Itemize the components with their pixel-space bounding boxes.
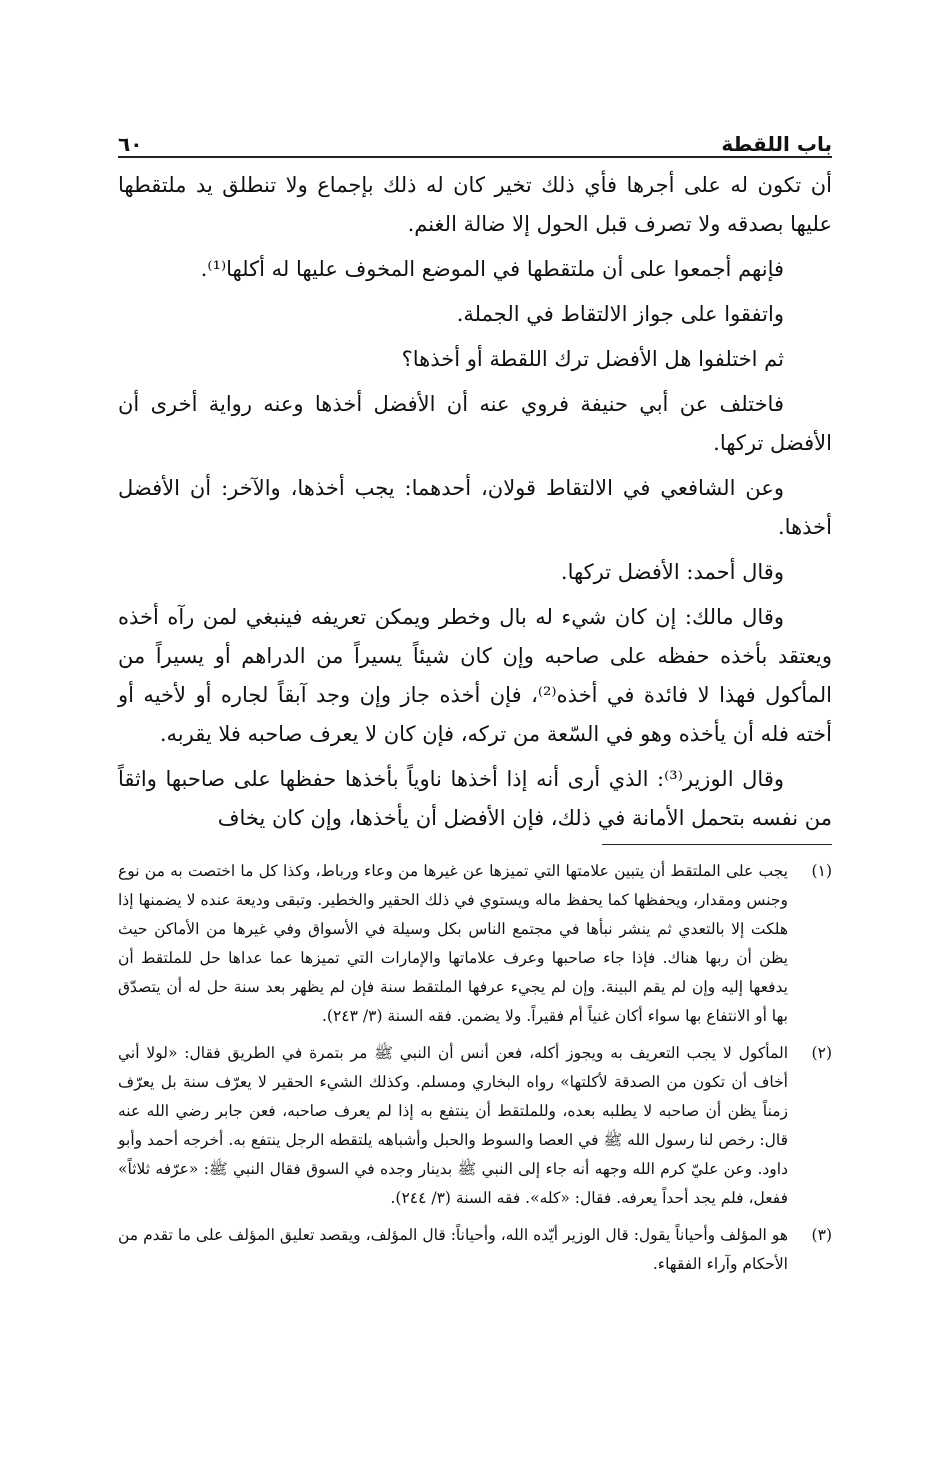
page-number: ٦٠ bbox=[118, 132, 143, 156]
page-header bbox=[118, 120, 832, 158]
paragraph: فاختلف عن أبي حنيفة فروي عنه أن الأفضل أخذها وعنه رواية أخرى أن الأفضل تركها. bbox=[118, 392, 832, 455]
footnote-number: (٢) bbox=[811, 1044, 832, 1062]
footnote-divider bbox=[602, 844, 832, 845]
footnote-text: هو المؤلف وأحياناً يقول: قال الوزير أيّده الله، وأحياناً: قال المؤلف، ويقصد تعليق المؤلف على ما تقدم من الأحكام وآراء الفقهاء. bbox=[118, 1226, 788, 1273]
footnote bbox=[118, 857, 832, 1031]
paragraph: وعن الشافعي في الالتقاط قولان، أحدهما: يجب أخذها، والآخر: أن الأفضل أخذها. bbox=[118, 476, 832, 539]
footnotes bbox=[118, 857, 832, 1279]
paragraph: أن تكون له على أجرها فأي ذلك تخير كان له ذلك بإجماع ولا تنطلق يد ملتقطها عليها بصدقه ولا تصرف قبل الحول إلا ضالة الغنم. bbox=[118, 173, 832, 236]
main-text bbox=[118, 166, 832, 838]
footnote-number: (٣) bbox=[811, 1226, 832, 1244]
page bbox=[118, 120, 832, 1287]
paragraph: فإنهم أجمعوا على أن ملتقطها في الموضع المخوف عليها له أكلها⁽¹⁾. bbox=[200, 257, 784, 281]
footnote-text: المأكول لا يجب التعريف به ويجوز أكله، فعن أنس أن النبي ﷺ مر بتمرة في الطريق فقال: «لولا أني أخاف أن تكون من الصدقة لأكلتها» رواه البخاري ومسلم. وكذلك الشيء الحقير لا يعرّف سنة بل يعرّف زمناً يظن أن صاحبه لا يطلبه بعده، وللملتقط أن ينتفع به إذا لم يعرف صاحبه، فعن جابر رضي الله عنه قال: رخص لنا رسول الله ﷺ في العصا والسوط والحبل وأشباهه يلتقطه الرجل ينتفع به. أخرجه أحمد وأبو داود. وعن عليّ كرم الله وجهه أنه جاء إلى النبي ﷺ بدينار وجده في السوق فقال النبي ﷺ: «عرّفه ثلاثاً» ففعل، فلم يجد أحداً يعرفه. فقال: «كله». فقه السنة (٣/ ٢٤٤). bbox=[118, 1044, 788, 1207]
paragraph: وقال أحمد: الأفضل تركها. bbox=[560, 560, 784, 584]
paragraph: واتفقوا على جواز الالتقاط في الجملة. bbox=[456, 302, 784, 326]
chapter-title: باب اللقطة bbox=[721, 132, 832, 156]
footnote bbox=[118, 1221, 832, 1279]
footnote bbox=[118, 1039, 832, 1213]
footnote-number: (١) bbox=[811, 862, 832, 880]
paragraph: وقال مالك: إن كان شيء له بال وخطر ويمكن تعريفه فينبغي لمن رآه أخذه ويعتقد بأخذه حفظه على صاحبه وإن كان شيئاً يسيراً من الدراهم أو يسيراً من المأكول فهذا لا فائدة في أخذه⁽²⁾، فإن أخذه جاز وإن وجد آبقاً لجاره أو لأخيه أو أخته فله أن يأخذه وهو في السّعة من تركه، فإن كان لا يعرف صاحبه فلا يقربه. bbox=[118, 605, 832, 746]
paragraph: وقال الوزير⁽³⁾: الذي أرى أنه إذا أخذها ناوياً بأخذها حفظها على صاحبها واثقاً من نفسه بتحمل الأمانة في ذلك، فإن الأفضل أن يأخذها، وإن كان يخاف bbox=[118, 767, 832, 830]
footnote-text: يجب على الملتقط أن يتبين علامتها التي تميزها عن غيرها من وعاء ورباط، وكذا كل ما اختصت به من نوع وجنس ومقدار، ويحفظها كما يحفظ ماله ويستوي في ذلك الحقير والخطير. وتبقى وديعة عنده لا يضمنها إذا هلكت إلا بالتعدي ثم ينشر نبأها في مجتمع الناس بكل وسيلة في الأسواق وفي غيرها من الأماكن حيث يظن أن ربها هناك. فإذا جاء صاحبها وعرف علاماتها والإمارات التي تميزها عما عداها حل للملتقط أن يدفعها إليه وإن لم يقم البينة. وإن لم يجيء عرفها الملتقط سنة فإن لم يظهر بعد سنة حل له أن يتصدّق بها أو الانتفاع بها سواء أكان غنياً أم فقيراً. ولا يضمن. فقه السنة (٣/ ٢٤٣). bbox=[118, 862, 788, 1025]
paragraph: ثم اختلفوا هل الأفضل ترك اللقطة أو أخذها؟ bbox=[401, 347, 784, 371]
